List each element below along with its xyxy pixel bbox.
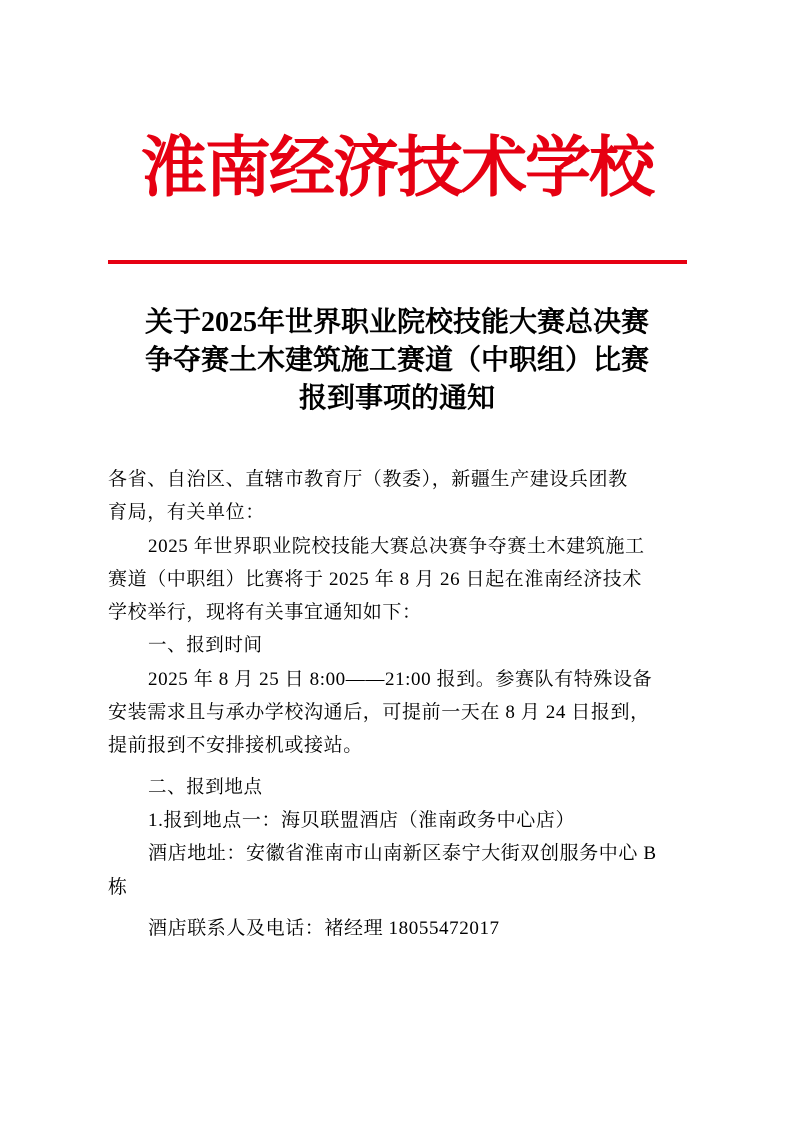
notice-title-line-1: 关于2025年世界职业院校技能大赛总决赛 xyxy=(144,307,649,338)
section-spacer xyxy=(108,763,688,771)
hotel-contact: 酒店联系人及电话：褚经理 18055472017 xyxy=(148,917,500,939)
school-letterhead: 淮南经济技术学校 xyxy=(141,128,653,206)
salutation-line-1: 各省、自治区、直辖市教育厅（教委），新疆生产建设兵团教 xyxy=(108,469,628,490)
letterhead-red-divider xyxy=(108,260,687,264)
notice-title-line-2: 争夺赛土木建筑施工赛道（中职组）比赛 xyxy=(144,345,649,376)
hotel-address-line-1: 酒店地址：安徽省淮南市山南新区泰宁大街双创服务中心 B xyxy=(148,843,657,865)
notice-body xyxy=(108,463,688,945)
time-paragraph-line-2: 安装需求且与承办学校沟通后，可提前一天在 8 月 24 日报到， xyxy=(108,702,650,724)
paragraph-spacer xyxy=(108,904,688,912)
section-heading-time: 一、报到时间 xyxy=(148,635,263,657)
intro-paragraph-line-1: 2025 年世界职业院校技能大赛总决赛争夺赛土木建筑施工 xyxy=(148,535,645,557)
location-one-name: 1.报到地点一：海贝联盟酒店（淮南政务中心店） xyxy=(148,809,576,831)
notice-title-line-3: 报到事项的通知 xyxy=(298,383,495,414)
notice-title xyxy=(108,304,686,418)
intro-paragraph-line-2: 赛道（中职组）比赛将于 2025 年 8 月 26 日起在淮南经济技术 xyxy=(108,568,643,590)
hotel-address-line-2: 栋 xyxy=(108,876,128,898)
time-paragraph-line-1: 2025 年 8 月 25 日 8:00——21:00 报到。参赛队有特殊设备 xyxy=(148,668,653,690)
time-paragraph-line-3: 提前报到不安排接机或接站。 xyxy=(108,735,363,757)
section-heading-location: 二、报到地点 xyxy=(148,776,263,798)
salutation-line-2: 育局，有关单位： xyxy=(108,502,265,524)
intro-paragraph-line-3: 学校举行，现将有关事宜通知如下： xyxy=(108,602,422,624)
